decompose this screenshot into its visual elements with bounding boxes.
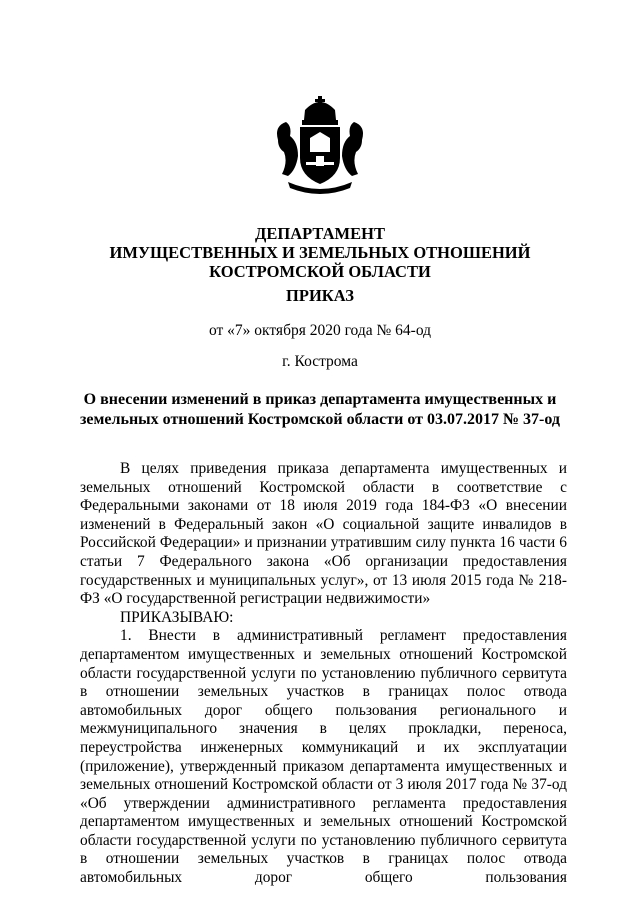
preamble-paragraph: В целях приведения приказа департамента имущественных и земельных отношений Костромской области в соответствие с Федеральными законами от 18 июля 2019 года 184-ФЗ «О внесении изменений в Федеральный закон «О социальной защите инвалидов в Российской Федерации» и признании утратившим силу пункта 16 части 6 статьи 7 Федерального закона «Об организации предоставления государственных и муниципальных услуг», от 13 июля 2015 года № 218-ФЗ «О государственной регистрации недвижимости» — [80, 460, 567, 608]
date-line: от «7» октября 2020 года № 64-од — [208, 322, 432, 339]
department-name-line1: ДЕПАРТАМЕНТ — [255, 224, 385, 243]
city: г. Кострома — [282, 353, 358, 370]
coat-of-arms-emblem — [270, 96, 370, 200]
order-word: ПРИКАЗЫВАЮ: — [120, 608, 234, 626]
department-name-line2: ИМУЩЕСТВЕННЫХ И ЗЕМЕЛЬНЫХ ОТНОШЕНИЙ — [109, 243, 531, 262]
document-body — [80, 460, 567, 888]
doc-title-line2: земельных отношений Костромской области от 03.07.2017 № 37-од — [79, 411, 561, 428]
item-1-paragraph: 1. Внести в административный регламент предоставления департаментом имущественных и земельных отношений Костромской области государственной услуги по установлению публичного сервитута в отношении земельных участков в границах полос отвода автомобильных дорог общего пользования регионального и межмуниципального значения в целях прокладки, переноса, переустройства инженерных коммуникаций и их эксплуатации (приложение), утвержденный приказом департамента имущественных и земельных отношений Костромской области от 3 июля 2017 года № 37-од «Об утверждении административного регламента предоставления департаментом имущественных и земельных отношений Костромской области государственной услуги по установлению публичного сервитута в отношении земельных участков в границах полос отвода автомобильных дорог общего пользования — [80, 627, 567, 887]
department-name-line3: КОСТРОМСКОЙ ОБЛАСТИ — [209, 262, 431, 281]
doc-type: ПРИКАЗ — [286, 286, 354, 305]
doc-title-line1: О внесении изменений в приказ департамента имущественных и — [83, 391, 557, 408]
